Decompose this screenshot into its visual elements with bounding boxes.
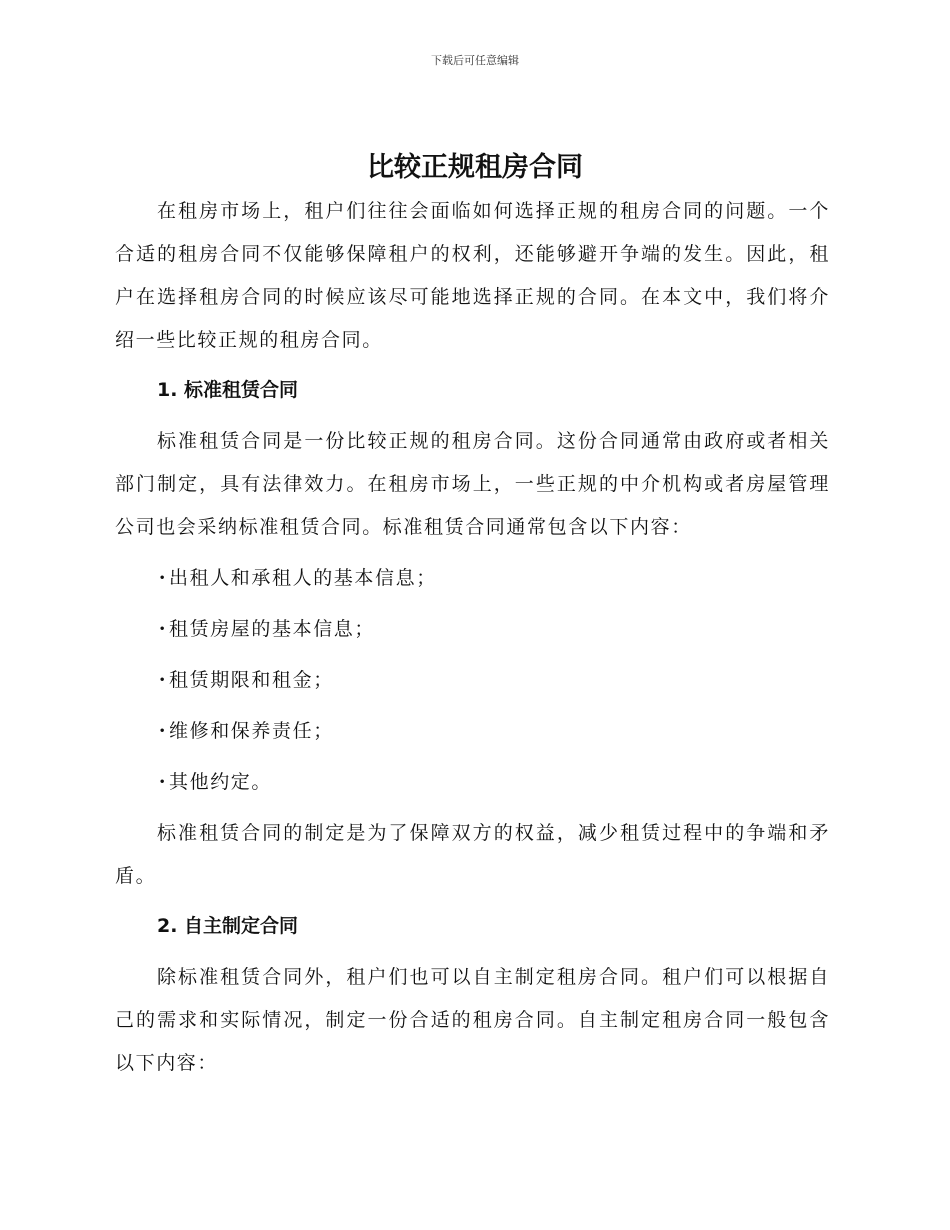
intro-paragraph: 在租房市场上，租户们往往会面临如何选择正规的租房合同的问题。一个合适的租房合同不仅能够保障租户的权利，还能够避开争端的发生。因此，租户在选择租房合同的时候应该尽可能地选择正规的合同。在本文中，我们将介绍一些比较正规的租房合同。 <box>115 200 830 351</box>
list-item <box>115 659 830 702</box>
list-item <box>115 710 830 753</box>
section-1-heading: 1. 标准租赁合同 <box>157 379 299 401</box>
document-body <box>115 190 830 1093</box>
section-1-closing-paragraph: 标准租赁合同的制定是为了保障双方的权益，减少租赁过程中的争端和矛盾。 <box>115 822 830 887</box>
list-item-text: 其他约定。 <box>169 771 273 793</box>
list-item-text: 出租人和承租人的基本信息； <box>169 567 437 589</box>
bullet-icon: · <box>158 771 168 793</box>
bullet-icon: · <box>158 618 168 640</box>
list-item-text: 租赁期限和租金； <box>169 669 334 691</box>
section-1-paragraph: 标准租赁合同是一份比较正规的租房合同。这份合同通常由政府或者相关部门制定，具有法律效力。在租房市场上，一些正规的中介机构或者房屋管理公司也会采纳标准租赁合同。标准租赁合同通常包含以下内容： <box>115 430 830 538</box>
bullet-icon: · <box>158 720 168 742</box>
list-item-text: 租赁房屋的基本信息； <box>169 618 376 640</box>
bullet-icon: · <box>158 669 168 691</box>
section-2-paragraph: 除标准租赁合同外，租户们也可以自主制定租房合同。租户们可以根据自己的需求和实际情况，制定一份合适的租房合同。自主制定租房合同一般包含以下内容： <box>115 966 830 1074</box>
list-item <box>115 608 830 651</box>
list-item <box>115 557 830 600</box>
page-header-note: 下载后可任意编辑 <box>431 54 519 67</box>
document-title: 比较正规租房合同 <box>367 152 583 183</box>
section-2-heading: 2. 自主制定合同 <box>157 915 299 937</box>
list-item-text: 维修和保养责任； <box>169 720 334 742</box>
bullet-icon: · <box>158 567 168 589</box>
section-1-bullet-list <box>115 557 830 804</box>
list-item <box>115 761 830 804</box>
